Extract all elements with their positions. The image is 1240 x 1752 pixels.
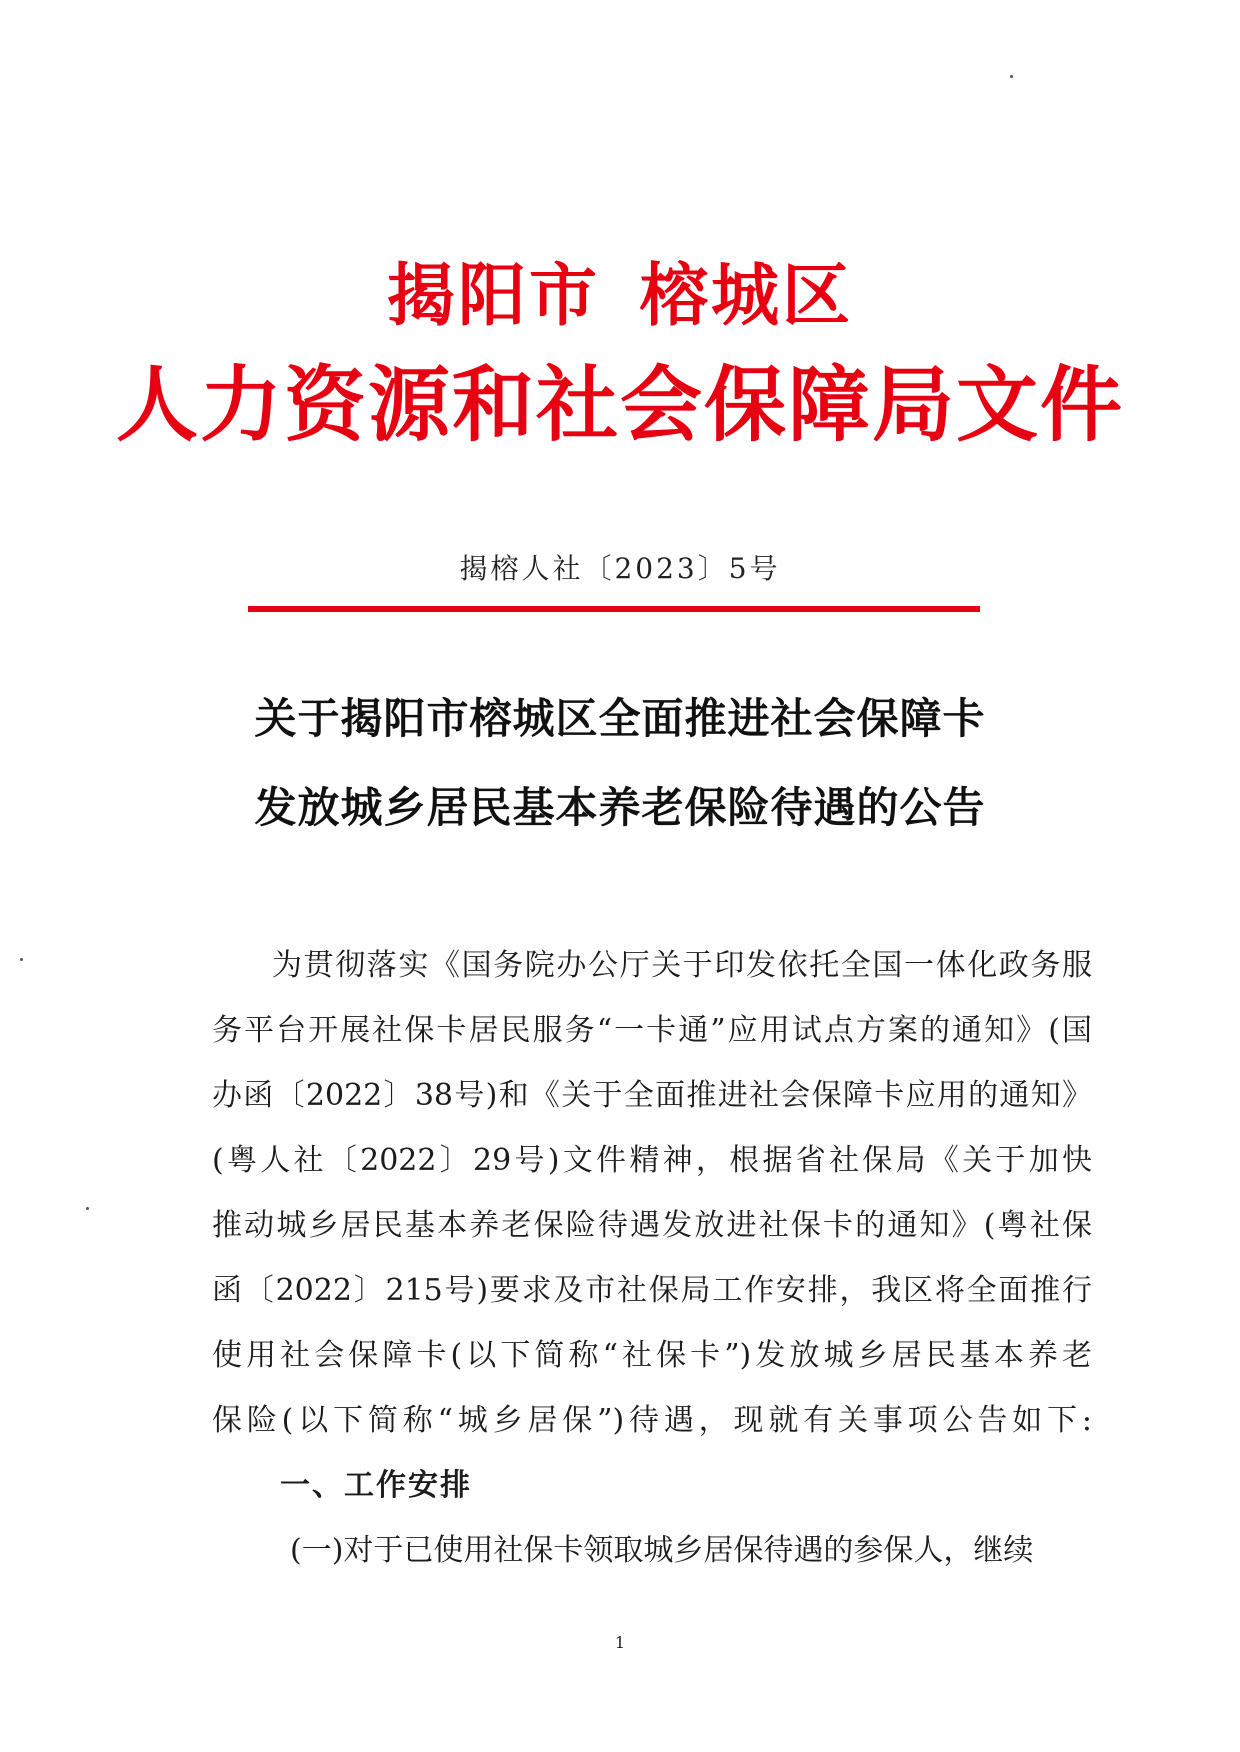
red-divider-line <box>248 606 980 612</box>
document-number: 揭榕人社〔2023〕5号 <box>459 552 781 585</box>
paragraph-line: 函〔2022〕215号)要求及市社保局工作安排，我区将全面推行 <box>212 1273 1092 1308</box>
scan-speck <box>20 958 23 961</box>
issuer-city: 揭阳市 <box>386 256 600 336</box>
section-heading: 一、工作安排 <box>280 1468 472 1503</box>
paragraph-line: 推动城乡居民基本养老保险待遇发放进社保卡的通知》(粤社保 <box>212 1208 1092 1243</box>
paragraph-line: 为贯彻落实《国务院办公厅关于印发依托全国一体化政务服 <box>272 948 1092 983</box>
paragraph-line: (粤人社〔2022〕29号)文件精神，根据省社保局《关于加快 <box>212 1143 1092 1178</box>
issuer-district: 榕城区 <box>640 256 854 336</box>
paragraph-line: 保险(以下简称“城乡居保”)待遇，现就有关事项公告如下: <box>212 1403 1092 1438</box>
list-item-line: (一)对于已使用社保卡领取城乡居保待遇的参保人，继续 <box>290 1533 1034 1568</box>
page-number: 1 <box>614 1633 626 1652</box>
paragraph-line: 使用社会保障卡(以下简称“社保卡”)发放城乡居民基本养老 <box>212 1338 1092 1373</box>
paragraph-line: 办函〔2022〕38号)和《关于全面推进社会保障卡应用的通知》 <box>212 1078 1092 1113</box>
issuer-name-line2: 人力资源和社会保障局文件 <box>115 357 1124 453</box>
document-body <box>212 933 1092 1583</box>
paragraph-line: 务平台开展社保卡居民服务“一卡通”应用试点方案的通知》(国 <box>212 1013 1092 1048</box>
document-title-line1: 关于揭阳市榕城区全面推进社会保障卡 <box>254 694 986 743</box>
scan-speck <box>86 1207 89 1210</box>
scan-speck <box>1010 75 1013 78</box>
document-title-line2: 发放城乡居民基本养老保险待遇的公告 <box>254 783 986 832</box>
issuer-name-line1 <box>0 242 1240 339</box>
